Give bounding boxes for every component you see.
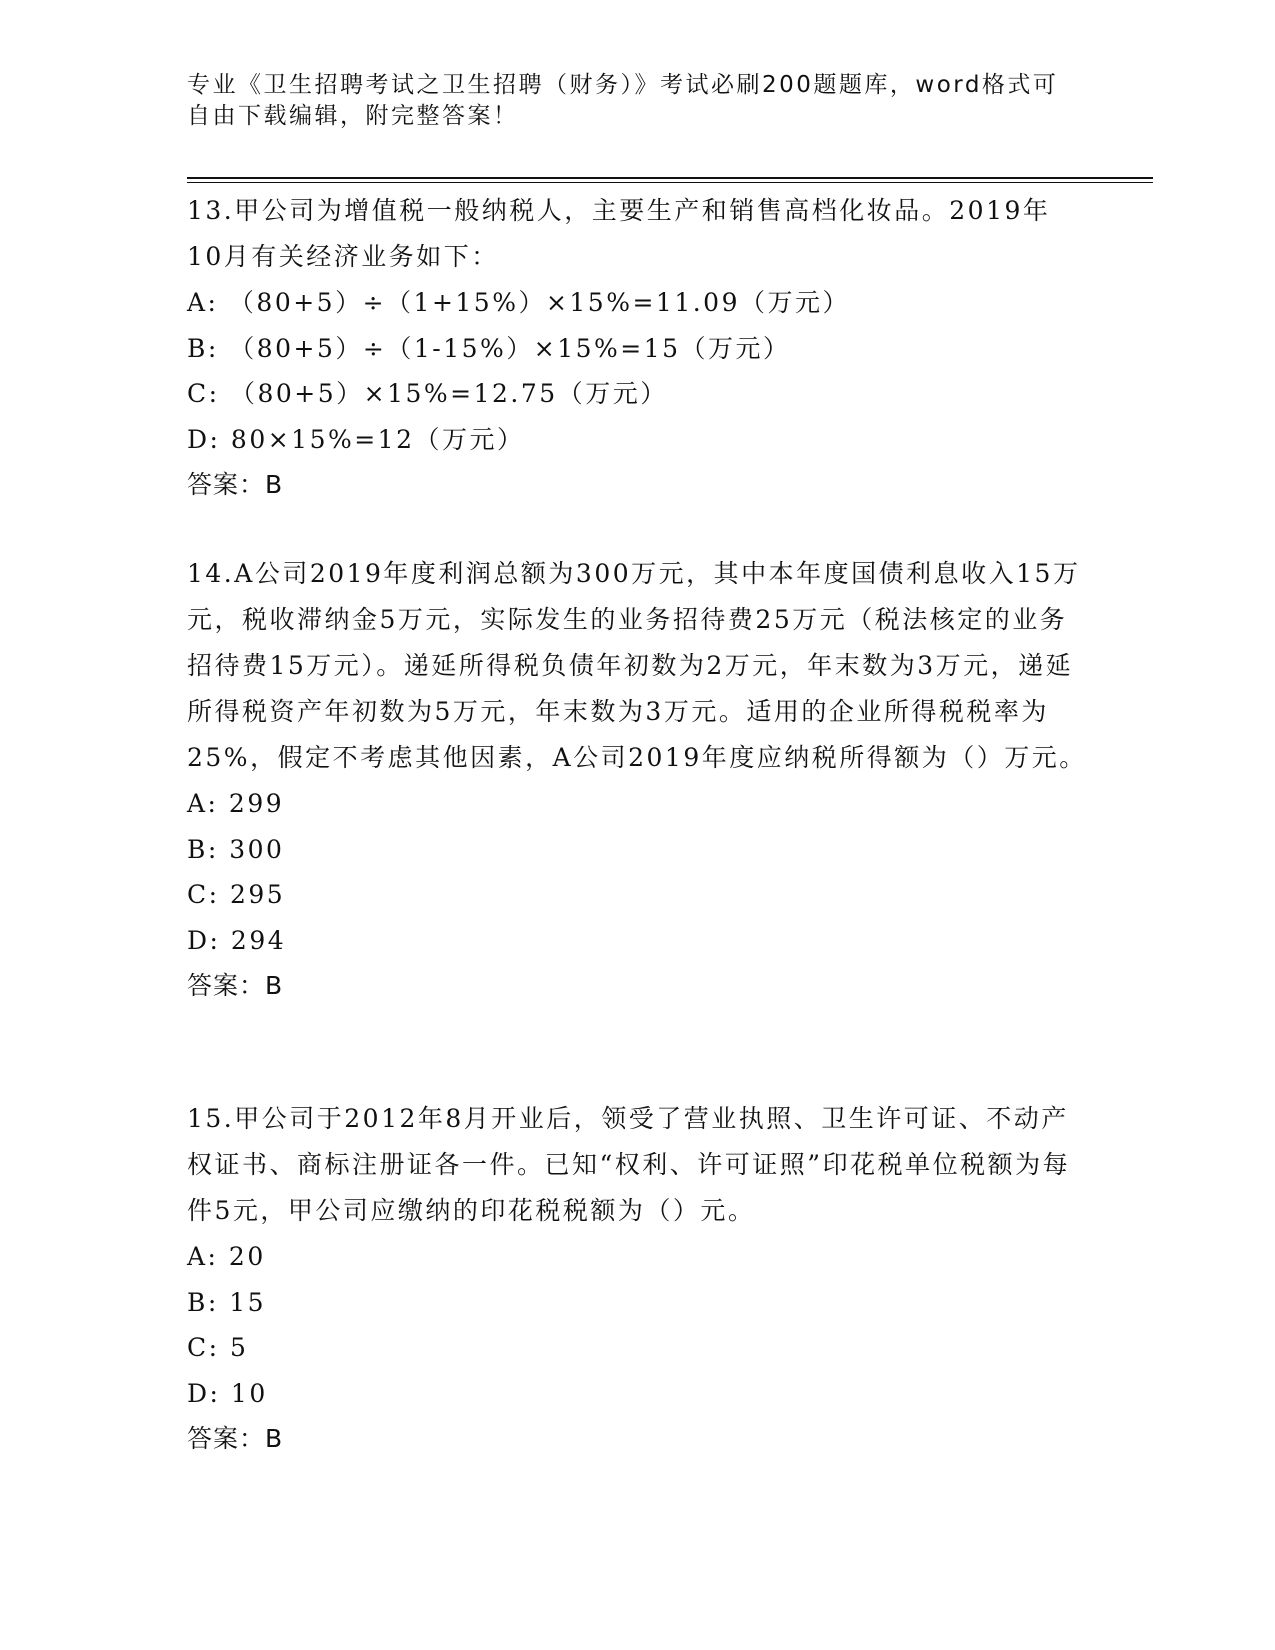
question-stem: 14.A公司2019年度利润总额为300万元，其中本年度国债利息收入15万元，税收滞纳金5万元，实际发生的业务招待费25万元（税法核定的业务招待费15万元）。递延所得税负债年初数为2万元，年末数为3万元，递延所得税资产年初数为5万元，年末数为3万元。适用的企业所得税税率为25%，假定不考虑其他因素，A公司2019年度应纳税所得额为（）万元。 [187,559,1087,772]
option-d: D: 80×15%=12（万元） [187,424,525,454]
question-13 [187,188,1087,508]
question-15 [187,1096,1087,1462]
document-header: 专业《卫生招聘考试之卫生招聘（财务）》考试必刷200题题库，word格式可自由下载编辑，附完整答案！ [187,72,1059,129]
option-c: C: （80+5）×15%=12.75（万元） [187,379,668,408]
option-d: D: 294 [187,925,287,955]
option-c: C: 295 [187,880,286,909]
option-b: B: 15 [187,1287,267,1317]
option-d: D: 10 [187,1378,268,1408]
header-divider [187,177,1153,179]
answer-line: 答案：B [187,971,284,1000]
answer-line: 答案：B [187,1424,284,1453]
header-divider-thin [187,182,1153,183]
answer-line: 答案：B [187,470,284,499]
option-a: A: （80+5）÷（1+15%）×15%=11.09（万元） [187,288,850,317]
option-c: C: 5 [187,1333,249,1362]
question-stem: 13.甲公司为增值税一般纳税人，主要生产和销售高档化妆品。2019年10月有关经济业务如下： [187,196,1051,271]
option-a: A: 20 [187,1242,266,1271]
option-b: B: （80+5）÷（1-15%）×15%=15（万元） [187,333,791,363]
option-b: B: 300 [187,834,285,864]
question-14 [187,551,1087,1009]
option-a: A: 299 [187,789,285,818]
question-stem: 15.甲公司于2012年8月开业后，领受了营业执照、卫生许可证、不动产权证书、商标注册证各一件。已知“权利、许可证照”印花税单位税额为每件5元，甲公司应缴纳的印花税税额为（）元。 [187,1104,1071,1225]
